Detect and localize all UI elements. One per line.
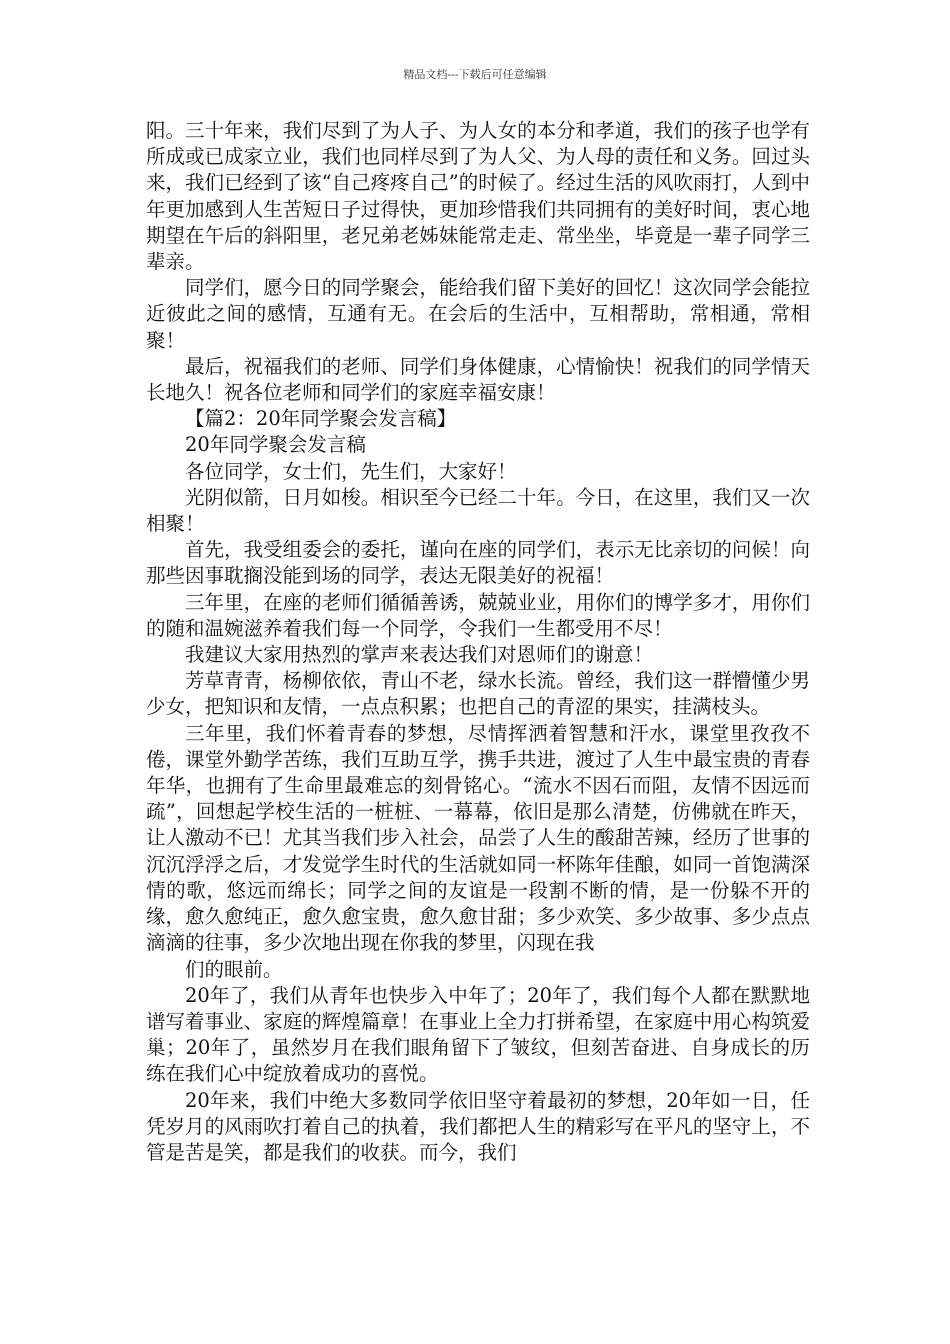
paragraph-9: 三年里，在座的老师们循循善诱，兢兢业业，用你们的博学多才，用你们的随和温婉滋养着我们每一个同学，令我们一生都受用不尽！	[146, 590, 810, 640]
speech-title: 20年同学聚会发言稿	[185, 433, 366, 457]
paragraph-3: 最后，祝福我们的老师、同学们身体健康，心情愉快！祝我们的同学情天长地久！祝各位老师和同学们的家庭幸福安康！	[146, 354, 810, 405]
paragraph-15: 20年来，我们中绝大多数同学依旧坚守着最初的梦想，20年如一日，任凭岁月的风雨吹打着自己的执着，我们都把人生的精彩写在平凡的坚守上，不管是苦是笑，都是我们的收获。而今，我们	[146, 1088, 810, 1164]
paragraph-8: 首先，我受组委会的委托，谨向在座的同学们，表示无比亲切的问候！向那些因事耽搁没能到场的同学，表达无限美好的祝福！	[146, 538, 810, 588]
paragraph-2: 同学们，愿今日的同学聚会，能给我们留下美好的回忆！这次同学会能拉近彼此之间的感情，互通有无。在会后的生活中，互相帮助，常相通，常相聚！	[146, 276, 810, 352]
paragraph-13: 们的眼前。	[185, 957, 283, 981]
paragraph-1: 阳。三十年来，我们尽到了为人子、为人女的本分和孝道，我们的孩子也学有所成或已成家立业，我们也同样尽到了为人父、为人母的责任和义务。回过头来，我们已经到了该“自己疼疼自己”的时候了。经过生活的风吹雨打，人到中年更加感到人生苦短日子过得快，更加珍惜我们共同拥有的美好时间，衷心地期望在午后的斜阳里，老兄弟老姊妹能常走走、常坐坐，毕竟是一辈子同学三辈亲。	[146, 119, 810, 274]
paragraph-11: 芳草青青，杨柳依依，青山不老，绿水长流。曾经，我们这一群懵懂少男少女，把知识和友情，一点点积累；也把自己的青涩的果实，挂满枝头。	[146, 669, 810, 719]
greeting: 各位同学，女士们，先生们，大家好！	[185, 459, 517, 483]
paragraph-10: 我建议大家用热烈的掌声来表达我们对恩师们的谢意！	[185, 643, 654, 667]
document-body	[146, 118, 810, 1166]
paragraph-7: 光阴似箭，日月如梭。相识至今已经二十年。今日，在这里，我们又一次相聚！	[146, 485, 810, 536]
paragraph-12: 三年里，我们怀着青春的梦想，尽情挥洒着智慧和汗水，课堂里孜孜不倦，课堂外勤学苦练，我们互助互学，携手共进，渡过了人生中最宝贵的青春年华，也拥有了生命里最难忘的刻骨铭心。“流水不因石而阻，友情不因远而疏”，回想起学校生活的一桩桩、一幕幕，依旧是那么清楚，仿佛就在昨天，让人激动不已！尤其当我们步入社会，品尝了人生的酸甜苦辣，经历了世事的沉沉浮浮之后，才发觉学生时代的生活就如同一杯陈年佳酿，如同一首饱满深情的歌，悠远而绵长；同学之间的友谊是一段割不断的情，是一份躲不开的缘，愈久愈纯正，愈久愈宝贵，愈久愈甘甜；多少欢笑、多少故事、多少点点滴滴的往事，多少次地出现在你我的梦里，闪现在我	[146, 721, 810, 955]
page-header: 精品文档---下载后可任意编辑	[403, 68, 547, 81]
section-heading: 【篇2：20年同学聚会发言稿】	[185, 407, 457, 431]
paragraph-14: 20年了，我们从青年也快步入中年了；20年了，我们每个人都在默默地谱写着事业、家庭的辉煌篇章！在事业上全力打拼希望，在家庭中用心构筑爱巢；20年了，虽然岁月在我们眼角留下了皱纹，但刻苦奋进、自身成长的历练在我们心中绽放着成功的喜悦。	[146, 983, 810, 1086]
